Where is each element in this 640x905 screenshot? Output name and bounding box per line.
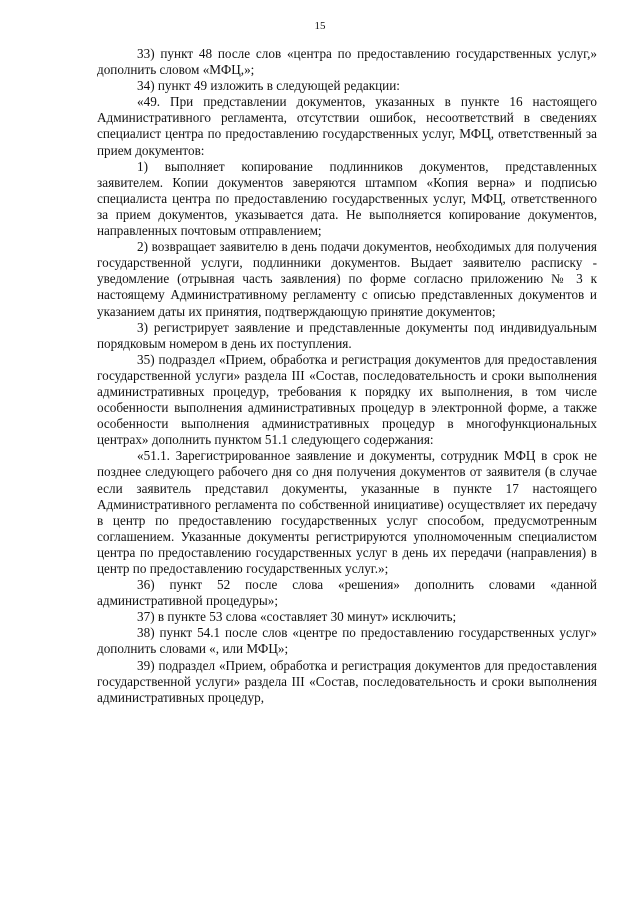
paragraph-subitem-3: 3) регистрирует заявление и представленные документы под индивидуальным порядковым номером в день их поступления. bbox=[97, 319, 597, 351]
document-body bbox=[97, 46, 597, 706]
page-number: 15 bbox=[314, 20, 326, 32]
paragraph-point-49: «49. При представлении документов, указанных в пункте 16 настоящего Административного регламента, отсутствии ошибок, несоответствий в сведениях специалист центра по предоставлению государственных услуг, МФЦ, ответственный за прием документов: bbox=[97, 94, 597, 158]
paragraph-item-39: 39) подраздел «Прием, обработка и регистрация документов для предоставления государственной услуги» раздела III «Состав, последовательность и сроки выполнения административных процедур, bbox=[97, 657, 597, 705]
paragraph-item-35: 35) подраздел «Прием, обработка и регистрация документов для предоставления государственной услуги» раздела III «Состав, последовательность и сроки выполнения административных процедур, требования к порядку их выполнения, в том числе особенности выполнения административных процедур в электронной форме, а также особенности выполнения административных процедур в многофункциональных центрах» дополнить пунктом 51.1 следующего содержания: bbox=[97, 351, 597, 448]
paragraph-item-36: 36) пункт 52 после слова «решения» дополнить словами «данной административной процедуры»; bbox=[97, 577, 597, 609]
paragraph-subitem-1: 1) выполняет копирование подлинников документов, представленных заявителем. Копии документов заверяются штампом «Копия верна» и подписью специалиста центра по предоставлению государственных услуг, МФЦ, ответственного за прием документов, указывается дата. Не выполняется копирование документов, направленных почтовым отправлением; bbox=[97, 158, 597, 239]
paragraph-point-51-1: «51.1. Зарегистрированное заявление и документы, сотрудник МФЦ в срок не позднее следующего рабочего дня со дня получения документов от заявителя (в случае если заявитель представил документы, указанные в пункте 17 настоящего Административного регламента по собственной инициативе) осуществляет их передачу в центр по предоставлению государственных услуг способом, предусмотренным соглашением. Указанные документы регистрируются уполномоченным специалистом центра по предоставлению государственных услуг в день их передачи (направления) в центр по предоставлению государственных услуг.»; bbox=[97, 448, 597, 576]
paragraph-item-38: 38) пункт 54.1 после слов «центре по предоставлению государственных услуг» дополнить словами «, или МФЦ»; bbox=[97, 625, 597, 657]
paragraph-item-33: 33) пункт 48 после слов «центра по предоставлению государственных услуг,» дополнить словом «МФЦ,»; bbox=[97, 46, 597, 78]
paragraph-item-34: 34) пункт 49 изложить в следующей редакции: bbox=[137, 78, 400, 94]
paragraph-subitem-2: 2) возвращает заявителю в день подачи документов, необходимых для получения государственной услуги, подлинники документов. Выдает заявителю расписку - уведомление (отрывная часть заявления) по форме согласно приложению № 3 к настоящему Административному регламенту с описью представленных документов и указанием даты их принятия, подтверждающую принятие документов; bbox=[97, 239, 597, 319]
paragraph-item-37: 37) в пункте 53 слова «составляет 30 минут» исключить; bbox=[137, 609, 457, 625]
